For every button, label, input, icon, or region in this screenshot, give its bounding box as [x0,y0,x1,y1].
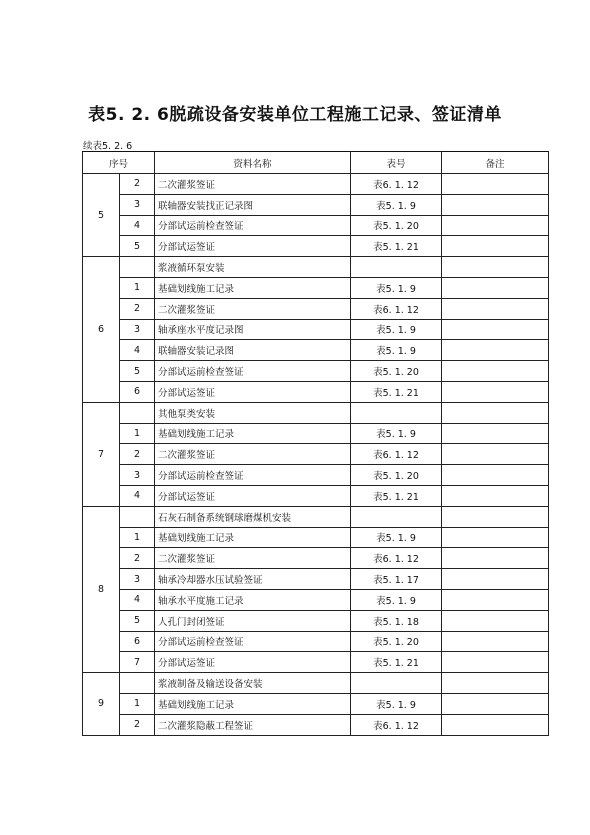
item-subnumber [120,673,155,694]
item-form-code: 表5. 1. 9 [351,527,442,548]
item-name: 分部试运签证 [155,652,351,673]
item-note [442,340,549,361]
item-note [442,485,549,506]
item-form-code: 表5. 1. 9 [351,340,442,361]
table-row [83,652,549,673]
group-number: 7 [83,402,120,506]
item-name: 浆液制备及输送设备安装 [155,673,351,694]
table-row [83,465,549,486]
item-subnumber: 7 [120,652,155,673]
item-name: 分部试运前检查签证 [155,465,351,486]
item-name: 浆液循环泵安装 [155,257,351,278]
item-name: 基础划线施工记录 [155,693,351,714]
item-subnumber: 4 [120,215,155,236]
item-form-code: 表5. 1. 21 [351,236,442,257]
item-subnumber: 2 [120,174,155,195]
item-subnumber: 3 [120,194,155,215]
item-note [442,506,549,527]
item-name: 基础划线施工记录 [155,527,351,548]
item-form-code: 表5. 1. 20 [351,631,442,652]
item-subnumber: 4 [120,340,155,361]
item-note [442,257,549,278]
item-note [442,652,549,673]
header-name: 资料名称 [155,152,351,174]
group-number: 9 [83,673,120,735]
item-subnumber: 3 [120,569,155,590]
item-subnumber: 3 [120,465,155,486]
item-form-code [351,506,442,527]
table-row [83,194,549,215]
item-name: 二次灌浆签证 [155,298,351,319]
item-form-code: 表5. 1. 21 [351,485,442,506]
item-note [442,381,549,402]
item-form-code: 表5. 1. 9 [351,423,442,444]
item-subnumber [120,402,155,423]
item-name: 二次灌浆隐蔽工程签证 [155,714,351,735]
item-note [442,610,549,631]
item-note [442,631,549,652]
item-note [442,423,549,444]
item-name: 轴承座水平度记录图 [155,319,351,340]
item-form-code: 表5. 1. 21 [351,652,442,673]
item-note [442,714,549,735]
item-name: 其他泵类安装 [155,402,351,423]
item-note [442,444,549,465]
item-form-code: 表5. 1. 20 [351,215,442,236]
item-name: 分部试运前检查签证 [155,361,351,382]
item-name: 分部试运前检查签证 [155,215,351,236]
group-number: 5 [83,174,120,257]
item-form-code: 表6. 1. 12 [351,714,442,735]
item-form-code: 表6. 1. 12 [351,298,442,319]
table-row [83,506,549,527]
item-note [442,569,549,590]
item-note [442,174,549,195]
item-form-code: 表5. 1. 20 [351,361,442,382]
item-form-code: 表5. 1. 9 [351,277,442,298]
table-row [83,381,549,402]
item-note [442,527,549,548]
item-form-code [351,673,442,694]
records-table [82,151,549,736]
item-subnumber [120,257,155,278]
item-note [442,673,549,694]
item-subnumber: 5 [120,236,155,257]
item-subnumber: 4 [120,485,155,506]
table-row [83,485,549,506]
item-subnumber: 4 [120,589,155,610]
item-form-code: 表6. 1. 12 [351,174,442,195]
item-note [442,298,549,319]
item-subnumber: 2 [120,444,155,465]
item-form-code [351,402,442,423]
item-note [442,465,549,486]
item-name: 基础划线施工记录 [155,277,351,298]
header-note: 备注 [442,152,549,174]
header-seq: 序号 [83,152,155,174]
item-subnumber [120,506,155,527]
item-name: 联轴器安装找正记录图 [155,194,351,215]
item-form-code: 表5. 1. 9 [351,194,442,215]
item-note [442,548,549,569]
table-row [83,673,549,694]
item-note [442,277,549,298]
table-row [83,693,549,714]
item-subnumber: 5 [120,361,155,382]
item-note [442,693,549,714]
item-name: 人孔门封闭签证 [155,610,351,631]
item-form-code [351,257,442,278]
item-name: 分部试运签证 [155,381,351,402]
item-name: 联轴器安装记录图 [155,340,351,361]
table-row [83,298,549,319]
item-name: 分部试运前检查签证 [155,631,351,652]
item-subnumber: 3 [120,319,155,340]
item-note [442,361,549,382]
table-row [83,631,549,652]
table-row [83,423,549,444]
table-row [83,527,549,548]
table-header-row [83,152,549,174]
item-name: 轴承水平度施工记录 [155,589,351,610]
item-form-code: 表5. 1. 9 [351,693,442,714]
item-name: 二次灌浆签证 [155,548,351,569]
item-subnumber: 2 [120,548,155,569]
item-note [442,402,549,423]
item-name: 轴承冷却器水压试验签证 [155,569,351,590]
table-row [83,610,549,631]
item-subnumber: 1 [120,693,155,714]
table-row [83,714,549,735]
table-row [83,257,549,278]
item-name: 石灰石制备系统钢球磨煤机安装 [155,506,351,527]
item-form-code: 表5. 1. 9 [351,589,442,610]
document-title: 表5. 2. 6脱疏设备安装单位工程施工记录、签证清单 [88,105,502,125]
table-row [83,589,549,610]
item-form-code: 表6. 1. 12 [351,548,442,569]
item-name: 二次灌浆签证 [155,444,351,465]
table-row [83,340,549,361]
item-name: 分部试运签证 [155,236,351,257]
group-number: 8 [83,506,120,672]
header-code: 表号 [351,152,442,174]
item-note [442,194,549,215]
table-row [83,236,549,257]
table-row [83,277,549,298]
item-name: 分部试运签证 [155,485,351,506]
table-row [83,548,549,569]
item-form-code: 表5. 1. 9 [351,319,442,340]
item-subnumber: 2 [120,298,155,319]
item-form-code: 表5. 1. 18 [351,610,442,631]
table-row [83,215,549,236]
table-continuation-label: 续表5. 2. 6 [83,141,133,152]
item-subnumber: 6 [120,381,155,402]
table-row [83,444,549,465]
item-form-code: 表5. 1. 17 [351,569,442,590]
item-form-code: 表5. 1. 21 [351,381,442,402]
table-row [83,402,549,423]
item-note [442,319,549,340]
item-form-code: 表5. 1. 20 [351,465,442,486]
table-row [83,174,549,195]
item-subnumber: 1 [120,423,155,444]
item-subnumber: 1 [120,277,155,298]
item-subnumber: 1 [120,527,155,548]
table-row [83,569,549,590]
item-note [442,236,549,257]
item-note [442,215,549,236]
item-name: 二次灌浆签证 [155,174,351,195]
item-subnumber: 5 [120,610,155,631]
item-name: 基础划线施工记录 [155,423,351,444]
table-row [83,361,549,382]
item-form-code: 表6. 1. 12 [351,444,442,465]
item-note [442,589,549,610]
group-number: 6 [83,257,120,403]
item-subnumber: 6 [120,631,155,652]
item-subnumber: 2 [120,714,155,735]
table-row [83,319,549,340]
